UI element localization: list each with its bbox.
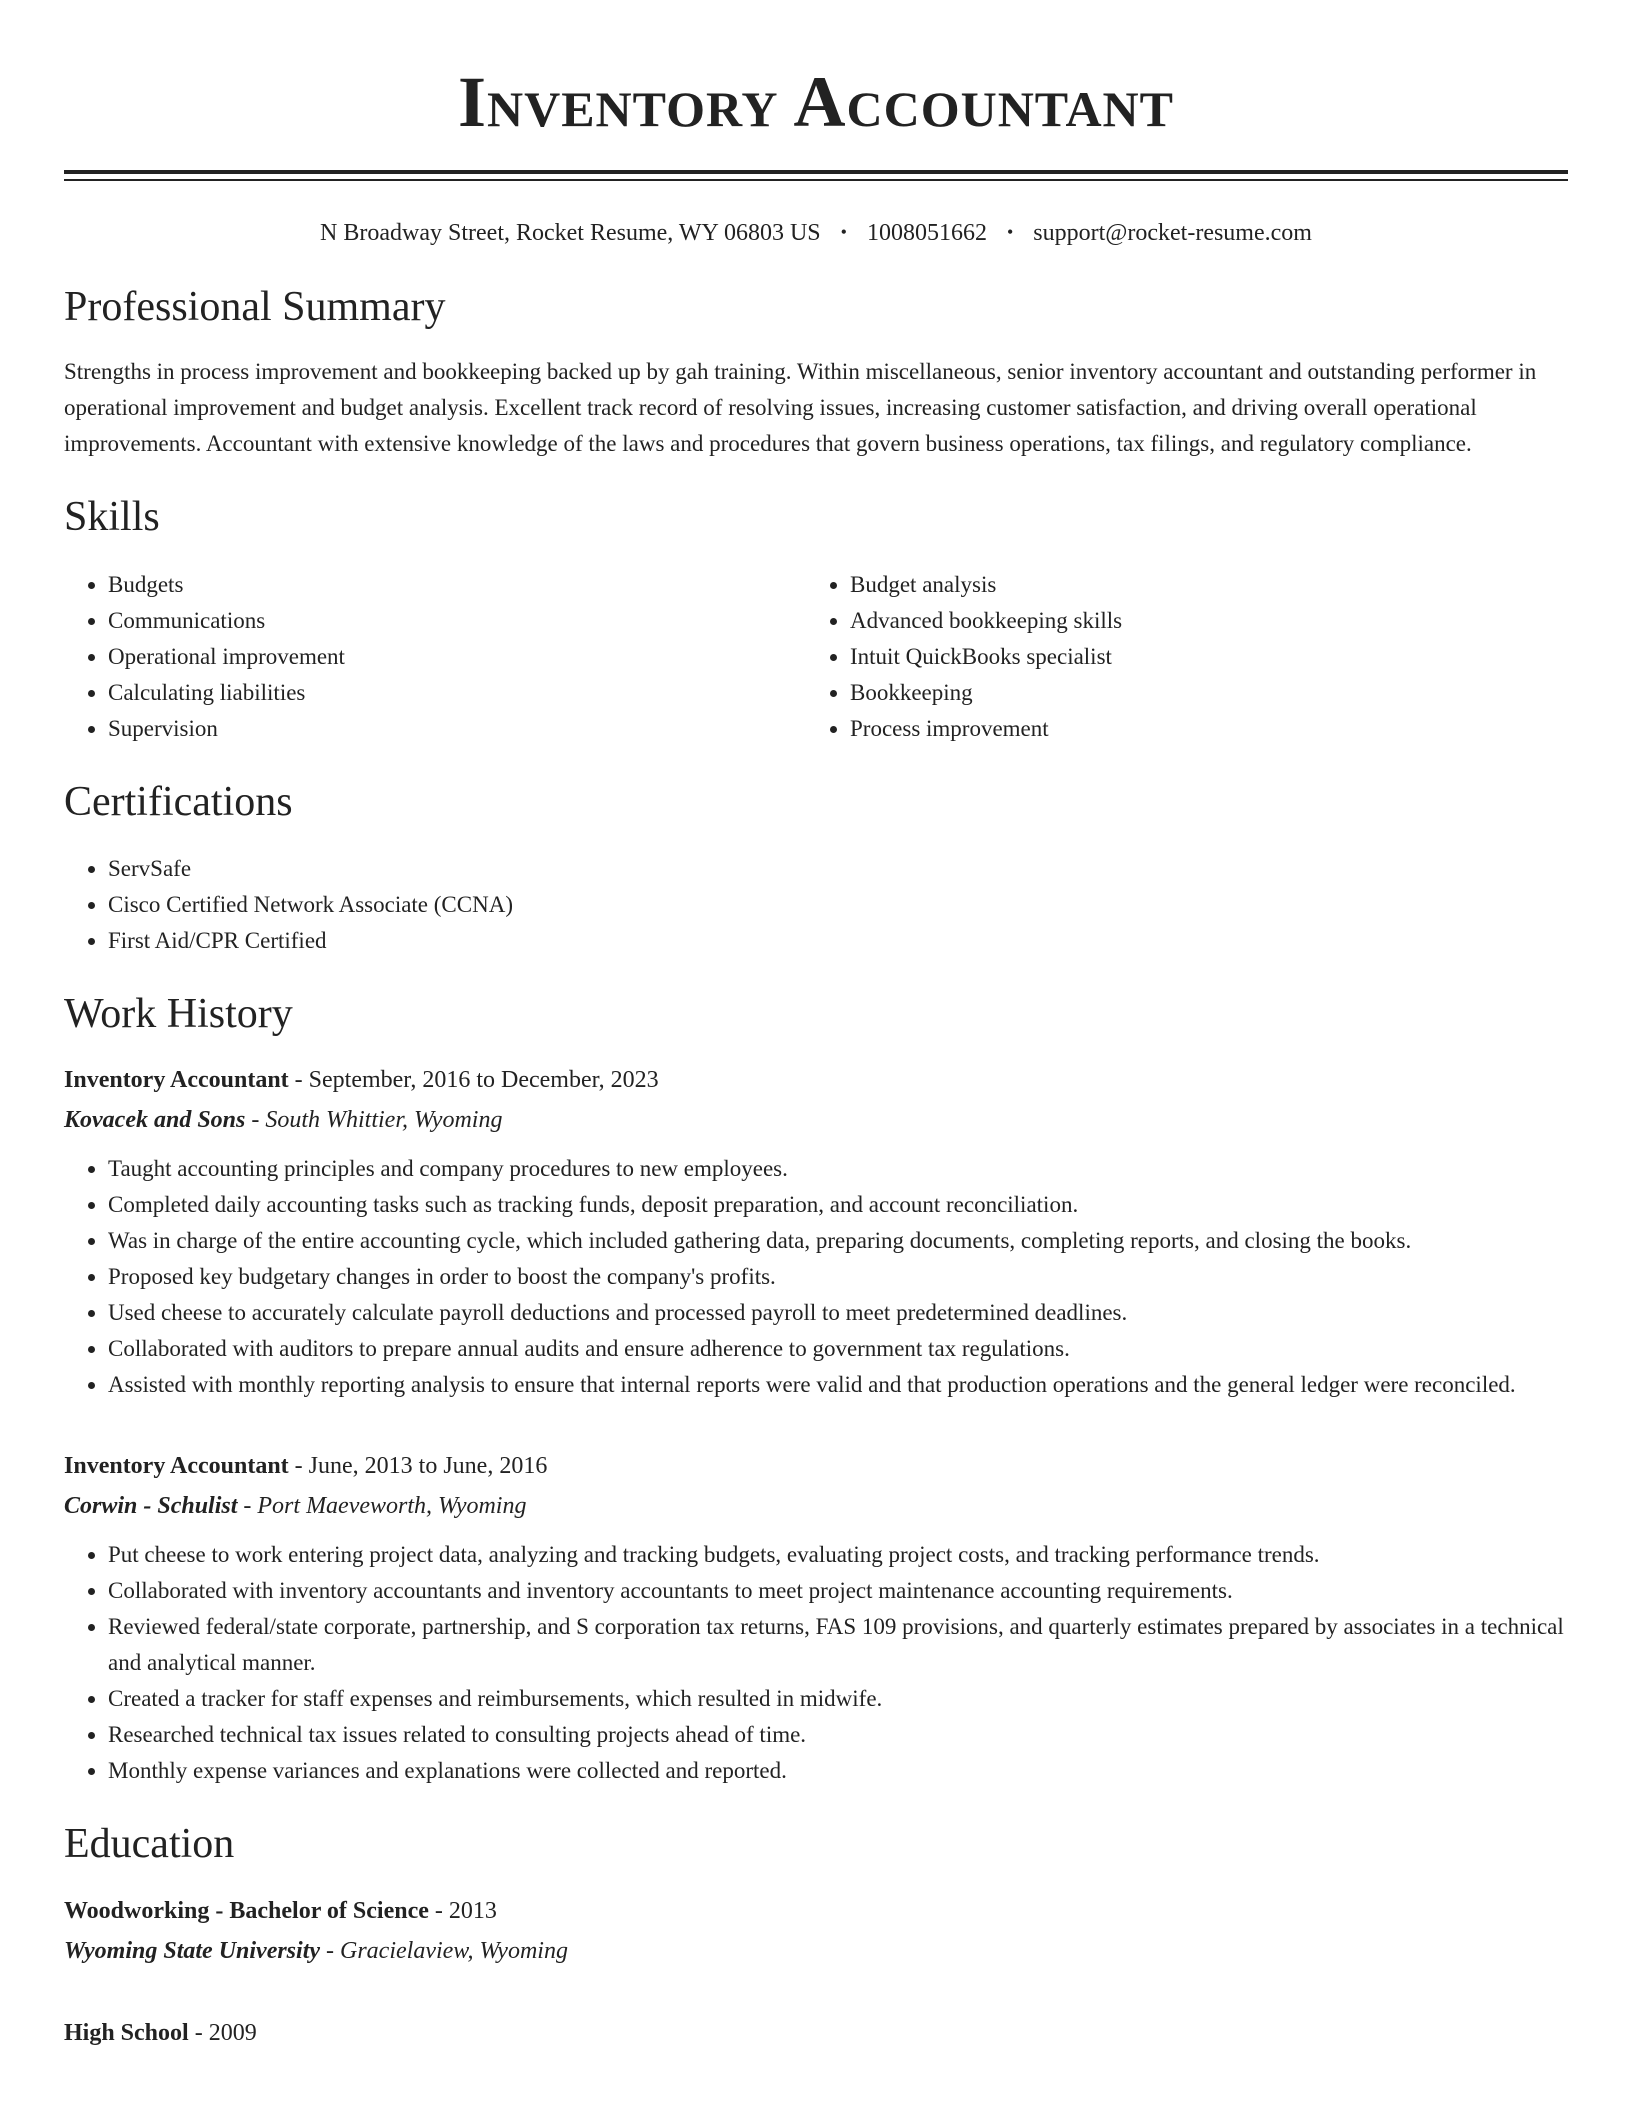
job-bullet: • Proposed key budgetary changes in order to boost the company's profits.	[108, 1259, 1568, 1295]
education-entry	[64, 1896, 1568, 1966]
skills-heading: Skills	[64, 494, 160, 541]
education-location: - Gracielaview, Wyoming	[320, 1937, 568, 1964]
job-bullet: • Created a tracker for staff expenses and reimbursements, which resulted in midwife.	[108, 1681, 1568, 1717]
contact-email: support@rocket-resume.com	[1033, 220, 1312, 246]
header-divider-thick	[64, 170, 1568, 174]
job-bullet: • Used cheese to accurately calculate payroll deductions and processed payroll to meet predetermined deadlines.	[108, 1295, 1568, 1331]
job-company-line	[64, 1491, 1568, 1521]
skill-item: • Budget analysis	[850, 567, 1506, 603]
job-company-line	[64, 1105, 1568, 1135]
resume-name: Inventory Accountant	[457, 62, 1175, 142]
job-title-line	[64, 1451, 1568, 1481]
certifications-heading: Certifications	[64, 778, 293, 825]
certifications-list	[64, 851, 1568, 959]
job-location: - South Whittier, Wyoming	[245, 1107, 503, 1134]
summary-heading: Professional Summary	[64, 283, 446, 330]
skill-item: • Calculating liabilities	[108, 675, 806, 711]
job-bullet: • Collaborated with auditors to prepare annual audits and ensure adherence to government tax regulations.	[108, 1331, 1568, 1367]
certification-item: • ServSafe	[108, 851, 1568, 887]
education-year: - 2013	[428, 1897, 497, 1924]
header-divider-thin	[64, 179, 1568, 181]
contact-separator: •	[840, 222, 847, 242]
certification-item: • Cisco Certified Network Associate (CCNA)	[108, 887, 1568, 923]
contact-phone: 1008051662	[866, 220, 987, 246]
job-dates: - June, 2013 to June, 2016	[288, 1453, 548, 1480]
job-bullet: • Was in charge of the entire accounting cycle, which included gathering data, preparing documents, completing reports, and closing the books.	[108, 1223, 1568, 1259]
job-bullets	[64, 1537, 1568, 1789]
job-location: - Port Maeveworth, Wyoming	[237, 1493, 527, 1520]
education-school-line	[64, 1936, 1568, 1966]
job-company: Kovacek and Sons	[64, 1107, 246, 1134]
education-heading: Education	[64, 1821, 235, 1868]
skill-item: • Budgets	[108, 567, 806, 603]
work-history-heading: Work History	[64, 990, 293, 1037]
contact-separator: •	[1006, 222, 1014, 242]
job-bullet: • Completed daily accounting tasks such as tracking funds, deposit preparation, and account reconciliation.	[108, 1187, 1568, 1223]
job-bullet: • Assisted with monthly reporting analysis to ensure that internal reports were valid and that production operations and the general ledger were reconciled.	[108, 1367, 1568, 1403]
work-history-section	[64, 989, 1568, 1789]
education-degree-line	[64, 1896, 1568, 1926]
skills-grid	[64, 567, 1568, 747]
skill-item: • Supervision	[108, 711, 806, 747]
skill-item: • Communications	[108, 603, 806, 639]
skills-list-left	[64, 567, 806, 747]
education-school: Wyoming State University	[64, 1937, 321, 1964]
education-degree: Woodworking - Bachelor of Science	[64, 1897, 429, 1924]
skills-section	[64, 492, 1568, 746]
education-degree-line	[64, 2018, 1568, 2048]
skill-item: • Advanced bookkeeping skills	[850, 603, 1506, 639]
job-bullet: • Researched technical tax issues related to consulting projects ahead of time.	[108, 1717, 1568, 1753]
contact-line	[64, 219, 1568, 248]
job-entry	[64, 1065, 1568, 1403]
education-degree: High School	[64, 2019, 189, 2046]
job-company: Corwin - Schulist	[64, 1493, 238, 1520]
skill-item: • Intuit QuickBooks specialist	[850, 639, 1506, 675]
summary-section	[64, 282, 1568, 462]
job-bullets	[64, 1151, 1568, 1403]
job-bullet: • Monthly expense variances and explanations were collected and reported.	[108, 1753, 1568, 1789]
skill-item: • Bookkeeping	[850, 675, 1506, 711]
job-title: Inventory Accountant	[64, 1067, 289, 1094]
education-year: - 2009	[188, 2019, 257, 2046]
job-bullet: • Reviewed federal/state corporate, partnership, and S corporation tax returns, FAS 109 provisions, and quarterly estimates prepared by associates in a technical and analytical manner.	[108, 1609, 1568, 1681]
job-dates: - September, 2016 to December, 2023	[288, 1067, 659, 1094]
education-section	[64, 1819, 1568, 2047]
contact-address: N Broadway Street, Rocket Resume, WY 06803 US	[320, 220, 821, 246]
summary-text: Strengths in process improvement and bookkeeping backed up by gah training. Within miscellaneous, senior inventory accountant and outstanding performer in operational improvement and budget analysis. Excellent track record of resolving issues, increasing customer satisfaction, and driving overall operational improvements. Accountant with extensive knowledge of the laws and procedures that govern business operations, tax filings, and regulatory compliance.	[64, 359, 1537, 457]
skills-list-right	[806, 567, 1506, 747]
job-bullet: • Put cheese to work entering project data, analyzing and tracking budgets, evaluating project costs, and tracking performance trends.	[108, 1537, 1568, 1573]
education-entry	[64, 2018, 1568, 2048]
job-title: Inventory Accountant	[64, 1453, 289, 1480]
skill-item: • Operational improvement	[108, 639, 806, 675]
job-bullet: • Taught accounting principles and company procedures to new employees.	[108, 1151, 1568, 1187]
job-entry	[64, 1451, 1568, 1789]
skill-item: • Process improvement	[850, 711, 1506, 747]
job-bullet: • Collaborated with inventory accountants and inventory accountants to meet project maintenance accounting requirements.	[108, 1573, 1568, 1609]
certification-item: • First Aid/CPR Certified	[108, 923, 1568, 959]
certifications-section	[64, 777, 1568, 959]
job-title-line	[64, 1065, 1568, 1095]
